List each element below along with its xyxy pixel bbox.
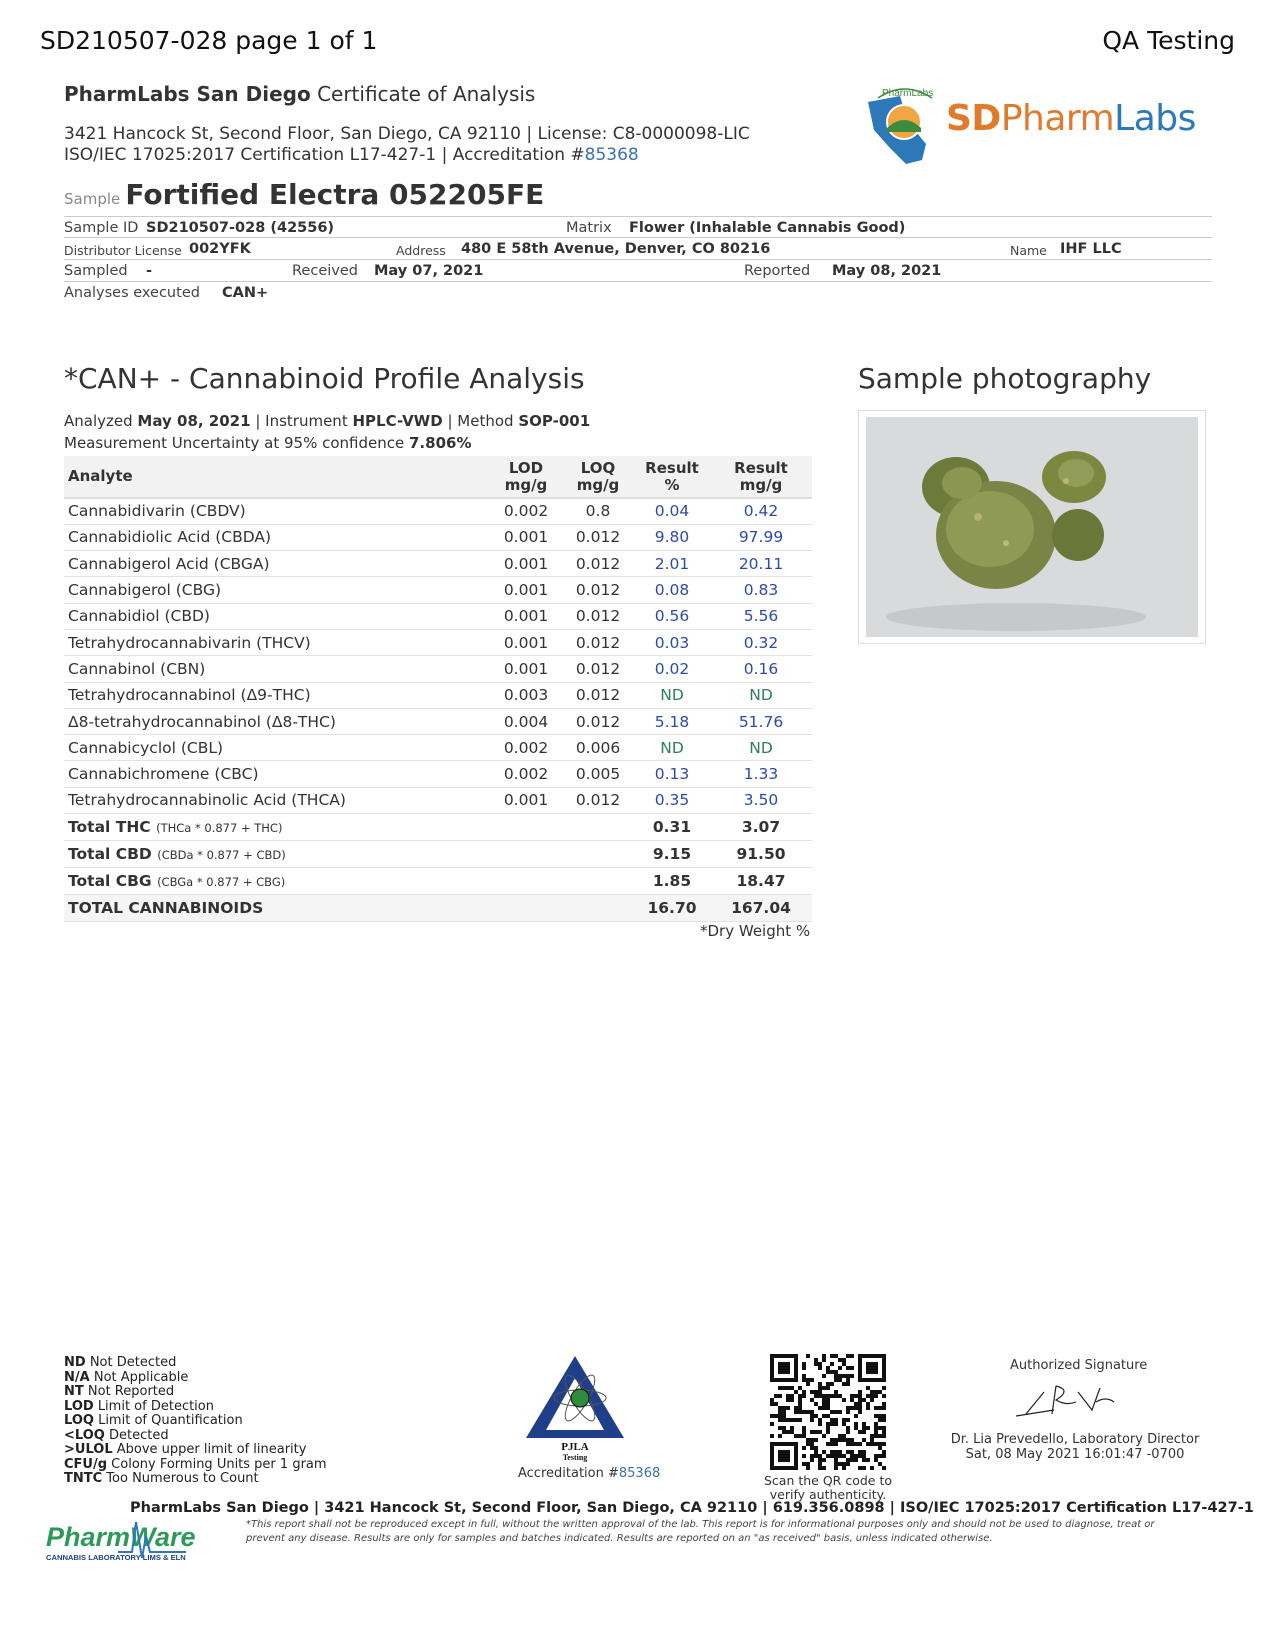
lod-value: 0.002 bbox=[490, 761, 562, 787]
matrix-value: Flower (Inhalable Cannabis Good) bbox=[629, 220, 906, 236]
result-pct: 0.08 bbox=[634, 577, 710, 603]
total-name-cell bbox=[64, 868, 490, 895]
result-mg: 97.99 bbox=[710, 524, 812, 550]
analyzed-date: May 08, 2021 bbox=[137, 412, 251, 430]
col-analyte: Analyte bbox=[64, 456, 490, 498]
legend-abbr: N/A bbox=[64, 1369, 90, 1385]
result-mg: ND bbox=[710, 682, 812, 708]
reported-label: Reported bbox=[744, 263, 811, 279]
reported-date: May 08, 2021 bbox=[832, 263, 942, 279]
analyte-name: Cannabidiol (CBD) bbox=[64, 603, 490, 629]
total-pct: 1.85 bbox=[634, 868, 710, 895]
legend-text: Above upper limit of linearity bbox=[116, 1442, 307, 1457]
legend-text: Limit of Quantification bbox=[98, 1413, 243, 1428]
loq-value: 0.012 bbox=[562, 524, 634, 550]
table-row bbox=[64, 603, 812, 629]
footer-lab-line: PharmLabs San Diego | 3421 Hancock St, Second Floor, San Diego, CA 92110 | 619.356.0898 | ISO/IEC 17025:2017 Certification L17-427-1 bbox=[130, 1500, 1254, 1516]
info-row-2 bbox=[64, 238, 1212, 260]
lod-value: 0.003 bbox=[490, 682, 562, 708]
result-pct: ND bbox=[634, 682, 710, 708]
sample-id-label: Sample ID bbox=[64, 220, 139, 236]
table-row bbox=[64, 577, 812, 603]
table-row bbox=[64, 656, 812, 682]
result-pct: 2.01 bbox=[634, 551, 710, 577]
info-row-1 bbox=[64, 216, 1212, 238]
sample-title bbox=[64, 178, 544, 211]
total-name-cell bbox=[64, 814, 490, 841]
total-name: Total THC bbox=[68, 818, 151, 837]
legend-abbr: NT bbox=[64, 1384, 84, 1399]
result-mg: 0.42 bbox=[710, 498, 812, 524]
loq-value: 0.005 bbox=[562, 761, 634, 787]
total-formula: (THCa * 0.877 + THC) bbox=[156, 821, 283, 836]
lod-value: 0.001 bbox=[490, 656, 562, 682]
pjla-label: PJLA bbox=[561, 1441, 589, 1453]
legend-abbr: <LOQ bbox=[64, 1427, 105, 1443]
director-block bbox=[950, 1432, 1200, 1462]
table-row bbox=[64, 524, 812, 550]
result-mg: 5.56 bbox=[710, 603, 812, 629]
table-row bbox=[64, 787, 812, 813]
legend-text: Too Numerous to Count bbox=[106, 1471, 259, 1486]
result-pct: 0.56 bbox=[634, 603, 710, 629]
lab-address: 3421 Hancock St, Second Floor, San Diego, CA 92110 | License: C8-0000098-LIC bbox=[64, 124, 750, 144]
lod-value: 0.001 bbox=[490, 629, 562, 655]
result-pct: 0.04 bbox=[634, 498, 710, 524]
photo-title: Sample photography bbox=[858, 362, 1152, 395]
col-loq: LOQ mg/g bbox=[562, 456, 634, 498]
analyte-name: Cannabicyclol (CBL) bbox=[64, 735, 490, 761]
loq-value: 0.012 bbox=[562, 577, 634, 603]
method-label: | Method bbox=[447, 412, 514, 430]
table-row bbox=[64, 682, 812, 708]
lab-certification bbox=[64, 145, 750, 166]
table-row bbox=[64, 735, 812, 761]
total-pct: 9.15 bbox=[634, 841, 710, 868]
result-mg: 0.16 bbox=[710, 656, 812, 682]
pharmware-logo bbox=[46, 1516, 196, 1564]
table-row bbox=[64, 551, 812, 577]
uncertainty-value: 7.806% bbox=[409, 434, 472, 452]
result-mg: 0.83 bbox=[710, 577, 812, 603]
pjla-sub: Testing bbox=[562, 1453, 588, 1462]
total-pct: 0.31 bbox=[634, 814, 710, 841]
analysis-title: *CAN+ - Cannabinoid Profile Analysis bbox=[64, 362, 585, 395]
empty-cell bbox=[490, 841, 562, 868]
result-mg: 51.76 bbox=[710, 708, 812, 734]
signature-label: Authorized Signature bbox=[1010, 1358, 1148, 1373]
distributor-label: Distributor License bbox=[64, 243, 182, 258]
atom-icon bbox=[571, 1389, 589, 1407]
total-row bbox=[64, 841, 812, 868]
legend-text: Detected bbox=[108, 1427, 169, 1443]
sampled-label: Sampled bbox=[64, 263, 128, 279]
total-mg: 167.04 bbox=[710, 895, 812, 922]
col-result-pct: Result % bbox=[634, 456, 710, 498]
legend-abbr: LOQ bbox=[64, 1413, 94, 1428]
legend-abbr: >ULOL bbox=[64, 1442, 113, 1457]
table-row bbox=[64, 629, 812, 655]
lab-title bbox=[64, 82, 535, 106]
total-mg: 18.47 bbox=[710, 868, 812, 895]
col-result-mg: Result mg/g bbox=[710, 456, 812, 498]
pjla-acc-link[interactable]: 85368 bbox=[618, 1466, 661, 1481]
legend-item bbox=[64, 1371, 327, 1386]
pharmware-sub: CANNABIS LABORATORY LIMS & ELN bbox=[46, 1553, 186, 1562]
client-name-label: Name bbox=[1010, 243, 1047, 258]
result-pct: 0.13 bbox=[634, 761, 710, 787]
result-mg: 20.11 bbox=[710, 551, 812, 577]
doc-type: Certificate of Analysis bbox=[317, 82, 536, 106]
uncertainty-label: Measurement Uncertainty at 95% confidence bbox=[64, 434, 405, 452]
result-pct: 5.18 bbox=[634, 708, 710, 734]
analysis-meta bbox=[64, 412, 590, 430]
table-row bbox=[64, 498, 812, 524]
signature-date: Sat, 08 May 2021 16:01:47 -0700 bbox=[965, 1447, 1185, 1462]
sample-photo bbox=[858, 410, 1206, 644]
logo-labs: Labs bbox=[1114, 98, 1196, 139]
result-mg: 1.33 bbox=[710, 761, 812, 787]
accreditation-link[interactable]: 85368 bbox=[584, 145, 639, 165]
distributor-license: 002YFK bbox=[189, 241, 251, 257]
analyzed-label: Analyzed bbox=[64, 412, 133, 430]
footer-disclaimer: *This report shall not be reproduced except in full, without the written approval of the lab. This report is for informational purposes only and should not be used to diagnose, treat or prevent any disease. Results are only for samples and batches indicated. Results are reported on an "as received" basis, unless indicated otherwise. bbox=[246, 1519, 1155, 1544]
legend-abbr: ND bbox=[64, 1355, 86, 1370]
sample-name: Fortified Electra 052205FE bbox=[125, 178, 545, 211]
legend-item bbox=[64, 1443, 327, 1458]
total-row bbox=[64, 895, 812, 922]
photo-background bbox=[866, 417, 1198, 637]
lab-name: PharmLabs San Diego bbox=[64, 82, 311, 106]
legend-abbr: CFU/g bbox=[64, 1456, 108, 1472]
sample-id: SD210507-028 (42556) bbox=[146, 220, 335, 236]
pjla-acc-prefix: Accreditation # bbox=[518, 1466, 619, 1481]
cannabinoid-table bbox=[64, 456, 812, 922]
analyte-name: Cannabidivarin (CBDV) bbox=[64, 498, 490, 524]
analyte-name: Δ8-tetrahydrocannabinol (Δ8-THC) bbox=[64, 708, 490, 734]
total-row bbox=[64, 814, 812, 841]
legend-text: Not Detected bbox=[89, 1355, 177, 1370]
total-formula: (CBGa * 0.877 + CBG) bbox=[157, 875, 286, 890]
result-pct: 9.80 bbox=[634, 524, 710, 550]
sample-label: Sample bbox=[64, 190, 121, 208]
legend-item bbox=[64, 1385, 327, 1400]
received-label: Received bbox=[292, 263, 358, 279]
loq-value: 0.012 bbox=[562, 656, 634, 682]
empty-cell bbox=[490, 895, 562, 922]
document-id: SD210507-028 page 1 of 1 bbox=[40, 26, 378, 55]
method-value: SOP-001 bbox=[518, 412, 591, 430]
info-row-4 bbox=[64, 282, 1212, 304]
loq-value: 0.012 bbox=[562, 551, 634, 577]
legend-item bbox=[64, 1429, 327, 1444]
table-row bbox=[64, 761, 812, 787]
legend-text: Colony Forming Units per 1 gram bbox=[111, 1456, 327, 1472]
empty-cell bbox=[562, 814, 634, 841]
legend-item bbox=[64, 1356, 327, 1371]
analyte-name: Cannabigerol Acid (CBGA) bbox=[64, 551, 490, 577]
result-pct: 0.35 bbox=[634, 787, 710, 813]
lod-value: 0.001 bbox=[490, 603, 562, 629]
legend-abbr: LOD bbox=[64, 1398, 94, 1414]
table-header bbox=[64, 456, 812, 498]
lod-value: 0.001 bbox=[490, 787, 562, 813]
instrument-label: | Instrument bbox=[255, 412, 348, 430]
uncertainty-line bbox=[64, 434, 471, 452]
received-date: May 07, 2021 bbox=[374, 263, 484, 279]
result-pct: 0.02 bbox=[634, 656, 710, 682]
result-pct: 0.03 bbox=[634, 629, 710, 655]
lab-address-block bbox=[64, 124, 750, 166]
logo-pharm: Pharm bbox=[1000, 98, 1115, 139]
analyte-name: Tetrahydrocannabinol (Δ9-THC) bbox=[64, 682, 490, 708]
result-mg: 3.50 bbox=[710, 787, 812, 813]
legend-item bbox=[64, 1414, 327, 1429]
document-category: QA Testing bbox=[1102, 26, 1235, 55]
total-pct: 16.70 bbox=[634, 895, 710, 922]
result-mg: ND bbox=[710, 735, 812, 761]
table-row bbox=[64, 708, 812, 734]
info-row-3 bbox=[64, 260, 1212, 282]
empty-cell bbox=[562, 868, 634, 895]
total-name: Total CBG bbox=[68, 872, 152, 891]
lod-value: 0.002 bbox=[490, 735, 562, 761]
total-mg: 3.07 bbox=[710, 814, 812, 841]
loq-value: 0.012 bbox=[562, 787, 634, 813]
total-name-cell bbox=[64, 841, 490, 868]
total-formula: (CBDa * 0.877 + CBD) bbox=[157, 848, 286, 863]
result-mg: 0.32 bbox=[710, 629, 812, 655]
lod-value: 0.004 bbox=[490, 708, 562, 734]
total-name: Total CBD bbox=[68, 845, 152, 864]
total-name-cell bbox=[64, 895, 490, 922]
analyte-name: Cannabigerol (CBG) bbox=[64, 577, 490, 603]
loq-value: 0.006 bbox=[562, 735, 634, 761]
legend-text: Not Applicable bbox=[93, 1369, 189, 1385]
director-name: Dr. Lia Prevedello, Laboratory Director bbox=[950, 1432, 1200, 1447]
result-pct: ND bbox=[634, 735, 710, 761]
client-address: 480 E 58th Avenue, Denver, CO 80216 bbox=[461, 241, 771, 257]
col-lod: LOD mg/g bbox=[490, 456, 562, 498]
loq-value: 0.8 bbox=[562, 498, 634, 524]
analyses-label: Analyses executed bbox=[64, 285, 200, 301]
lod-value: 0.001 bbox=[490, 524, 562, 550]
analyte-name: Cannabinol (CBN) bbox=[64, 656, 490, 682]
analyte-name: Tetrahydrocannabivarin (THCV) bbox=[64, 629, 490, 655]
signature-image bbox=[1010, 1380, 1130, 1424]
empty-cell bbox=[490, 868, 562, 895]
qr-code[interactable] bbox=[770, 1354, 886, 1470]
matrix-label: Matrix bbox=[566, 220, 612, 236]
cannabis-buds-image bbox=[866, 417, 1198, 637]
logo-wordmark bbox=[946, 98, 1196, 139]
dry-weight-note: *Dry Weight % bbox=[700, 922, 811, 940]
analyte-name: Tetrahydrocannabinolic Acid (THCA) bbox=[64, 787, 490, 813]
empty-cell bbox=[490, 814, 562, 841]
logo-arc-text: PharmLabs bbox=[882, 88, 934, 99]
instrument-value: HPLC-VWD bbox=[352, 412, 443, 430]
pjla-accreditation bbox=[518, 1466, 660, 1481]
legend-item bbox=[64, 1458, 327, 1473]
loq-value: 0.012 bbox=[562, 708, 634, 734]
lod-value: 0.002 bbox=[490, 498, 562, 524]
analyte-name: Cannabidiolic Acid (CBDA) bbox=[64, 524, 490, 550]
analyses-value: CAN+ bbox=[222, 285, 269, 301]
lod-value: 0.001 bbox=[490, 577, 562, 603]
analyte-name: Cannabichromene (CBC) bbox=[64, 761, 490, 787]
legend-text: Limit of Detection bbox=[97, 1398, 214, 1414]
client-name: IHF LLC bbox=[1060, 241, 1122, 257]
cert-prefix: ISO/IEC 17025:2017 Certification L17-427-1 | Accreditation # bbox=[64, 145, 585, 165]
abbreviation-legend bbox=[64, 1356, 327, 1487]
legend-text: Not Reported bbox=[87, 1384, 175, 1399]
pharmware-wordmark: PharmWare bbox=[46, 1522, 196, 1552]
total-name: TOTAL CANNABINOIDS bbox=[68, 899, 264, 918]
lod-value: 0.001 bbox=[490, 551, 562, 577]
loq-value: 0.012 bbox=[562, 629, 634, 655]
total-row bbox=[64, 868, 812, 895]
empty-cell bbox=[562, 895, 634, 922]
address-label: Address bbox=[396, 243, 446, 258]
loq-value: 0.012 bbox=[562, 682, 634, 708]
pjla-logo bbox=[520, 1354, 630, 1462]
loq-value: 0.012 bbox=[562, 603, 634, 629]
empty-cell bbox=[562, 841, 634, 868]
legend-item bbox=[64, 1472, 327, 1487]
sampled-value: - bbox=[146, 263, 153, 279]
qr-caption: Scan the QR code to verify authenticity. bbox=[763, 1473, 892, 1502]
legend-item bbox=[64, 1400, 327, 1415]
legend-abbr: TNTC bbox=[64, 1471, 103, 1486]
logo-sd: SD bbox=[946, 98, 1001, 139]
total-mg: 91.50 bbox=[710, 841, 812, 868]
